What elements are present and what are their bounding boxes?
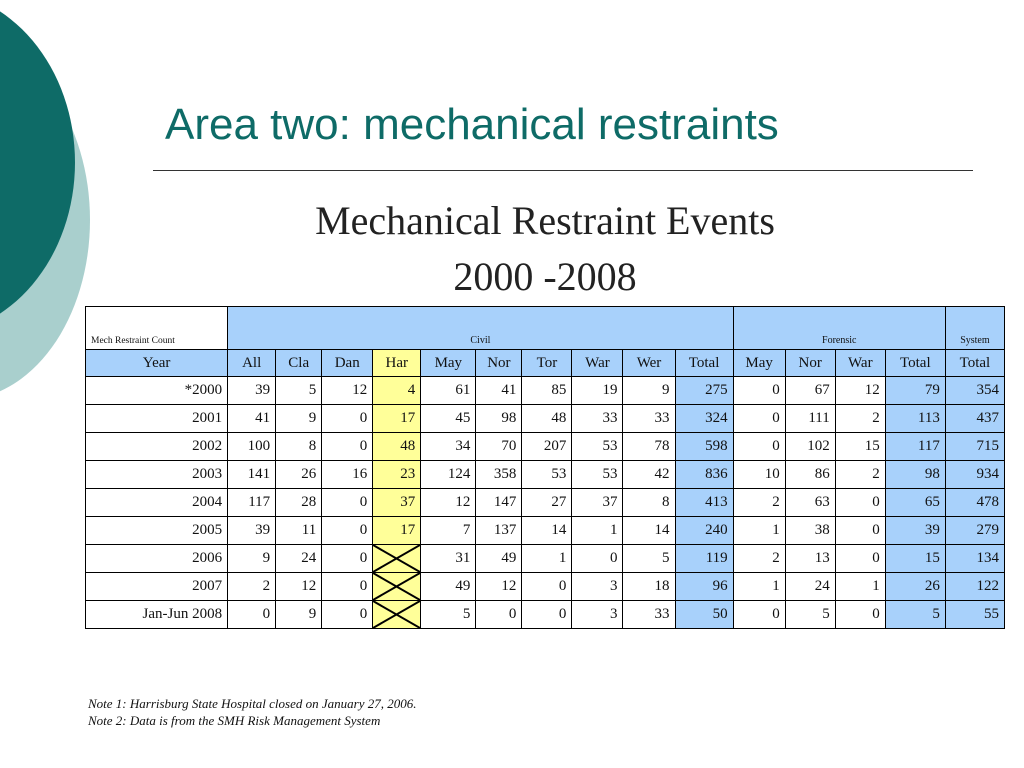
- table-cell: 0: [322, 601, 373, 629]
- table-cell: 0: [322, 405, 373, 433]
- table-cell: 113: [885, 405, 945, 433]
- table-cell: 478: [945, 489, 1004, 517]
- column-header: War: [572, 350, 623, 377]
- table-cell: 18: [623, 573, 675, 601]
- table-cell: 598: [675, 433, 733, 461]
- table-cell: 26: [885, 573, 945, 601]
- table-cell: 41: [228, 405, 276, 433]
- table-cell: 8: [276, 433, 322, 461]
- table-cell: 14: [623, 517, 675, 545]
- table-cell: 98: [885, 461, 945, 489]
- table-cell: 3: [572, 573, 623, 601]
- table-cell: 2: [733, 489, 785, 517]
- column-header: War: [835, 350, 885, 377]
- table-cell: 0: [733, 601, 785, 629]
- table-cell: 9: [276, 601, 322, 629]
- table-cell: 11: [276, 517, 322, 545]
- table-cell: 5: [885, 601, 945, 629]
- table-cell: 61: [421, 377, 476, 405]
- table-cell: 275: [675, 377, 733, 405]
- table-cell: 17: [373, 405, 421, 433]
- table-cell: 0: [733, 433, 785, 461]
- table-cell: 324: [675, 405, 733, 433]
- table-cell: 134: [945, 545, 1004, 573]
- table-cell: 0: [322, 573, 373, 601]
- table-cell: 279: [945, 517, 1004, 545]
- table-cell: 85: [522, 377, 572, 405]
- table-cell: 0: [733, 377, 785, 405]
- column-header: Year: [86, 350, 228, 377]
- table-cell: 67: [785, 377, 835, 405]
- table-cell: 24: [276, 545, 322, 573]
- table-cell: 9: [276, 405, 322, 433]
- table-cell: 63: [785, 489, 835, 517]
- table-cell: 9: [228, 545, 276, 573]
- table-cell: 124: [421, 461, 476, 489]
- row-year: 2002: [86, 433, 228, 461]
- table-cell: 16: [322, 461, 373, 489]
- table-row: [86, 461, 1005, 489]
- slide-title: Area two: mechanical restraints: [165, 100, 779, 149]
- group-system: System: [945, 307, 1004, 350]
- restraint-events-table: [85, 306, 1005, 629]
- row-year: 2003: [86, 461, 228, 489]
- table-cell: 1: [835, 573, 885, 601]
- table-cell: 96: [675, 573, 733, 601]
- table-cell: 2: [228, 573, 276, 601]
- table-cell: 0: [835, 489, 885, 517]
- table-cell: 437: [945, 405, 1004, 433]
- table-cell: 41: [476, 377, 522, 405]
- row-year: 2007: [86, 573, 228, 601]
- column-header: All: [228, 350, 276, 377]
- table-cell: 78: [623, 433, 675, 461]
- column-header-row: [86, 350, 1005, 377]
- table-cell: 70: [476, 433, 522, 461]
- table-cell: 207: [522, 433, 572, 461]
- table-cell: 934: [945, 461, 1004, 489]
- table-cell: 117: [885, 433, 945, 461]
- table-cell: 9: [623, 377, 675, 405]
- table-cell: 98: [476, 405, 522, 433]
- table-cell: 50: [675, 601, 733, 629]
- note-1: Note 1: Harrisburg State Hospital closed on January 27, 2006.: [88, 696, 417, 711]
- closed-cell-x: [373, 545, 421, 573]
- table-cell: 0: [835, 545, 885, 573]
- closed-cell-x: [373, 601, 421, 629]
- table-cell: 55: [945, 601, 1004, 629]
- table-cell: 0: [476, 601, 522, 629]
- table-cell: 0: [228, 601, 276, 629]
- table-cell: 7: [421, 517, 476, 545]
- closed-cell-x: [373, 573, 421, 601]
- table-cell: 12: [276, 573, 322, 601]
- table-cell: 14: [522, 517, 572, 545]
- table-cell: 39: [228, 517, 276, 545]
- table-cell: 0: [522, 573, 572, 601]
- table-cell: 49: [476, 545, 522, 573]
- table-cell: 4: [373, 377, 421, 405]
- table-cell: 141: [228, 461, 276, 489]
- table-cell: 715: [945, 433, 1004, 461]
- table-notes: [88, 695, 416, 729]
- table-cell: 48: [373, 433, 421, 461]
- table-cell: 39: [885, 517, 945, 545]
- table-cell: 119: [675, 545, 733, 573]
- corner-label: Mech Restraint Count: [86, 307, 228, 350]
- table-cell: 0: [572, 545, 623, 573]
- x-mark-icon: [373, 601, 420, 628]
- table-cell: 53: [522, 461, 572, 489]
- table-cell: 42: [623, 461, 675, 489]
- column-header: Cla: [276, 350, 322, 377]
- table-cell: 0: [322, 489, 373, 517]
- table-row: [86, 545, 1005, 573]
- row-year: 2006: [86, 545, 228, 573]
- table-cell: 413: [675, 489, 733, 517]
- row-year: 2001: [86, 405, 228, 433]
- table-cell: 33: [572, 405, 623, 433]
- table-cell: 102: [785, 433, 835, 461]
- table-cell: 1: [733, 573, 785, 601]
- table-cell: 34: [421, 433, 476, 461]
- table-cell: 137: [476, 517, 522, 545]
- table-cell: 1: [733, 517, 785, 545]
- table-row: [86, 517, 1005, 545]
- table-cell: 111: [785, 405, 835, 433]
- table-cell: 53: [572, 461, 623, 489]
- table-cell: 2: [835, 405, 885, 433]
- table-row: [86, 377, 1005, 405]
- table-cell: 37: [572, 489, 623, 517]
- table-cell: 354: [945, 377, 1004, 405]
- table-cell: 39: [228, 377, 276, 405]
- column-header: Total: [675, 350, 733, 377]
- table-cell: 10: [733, 461, 785, 489]
- group-civil: Civil: [228, 307, 734, 350]
- table-cell: 0: [322, 433, 373, 461]
- table-cell: 19: [572, 377, 623, 405]
- table-row: [86, 405, 1005, 433]
- group-forensic: Forensic: [733, 307, 945, 350]
- table-cell: 31: [421, 545, 476, 573]
- table-cell: 0: [322, 545, 373, 573]
- table-cell: 5: [623, 545, 675, 573]
- table-cell: 27: [522, 489, 572, 517]
- table-cell: 15: [835, 433, 885, 461]
- group-header-row: [86, 307, 1005, 350]
- table-cell: 836: [675, 461, 733, 489]
- column-header: Total: [885, 350, 945, 377]
- table-cell: 0: [835, 517, 885, 545]
- table-cell: 1: [572, 517, 623, 545]
- table-cell: 2: [733, 545, 785, 573]
- column-header: Nor: [476, 350, 522, 377]
- row-year: Jan-Jun 2008: [86, 601, 228, 629]
- table-cell: 38: [785, 517, 835, 545]
- column-header: May: [733, 350, 785, 377]
- table-cell: 37: [373, 489, 421, 517]
- table-cell: 13: [785, 545, 835, 573]
- table-cell: 33: [623, 405, 675, 433]
- table-cell: 5: [276, 377, 322, 405]
- table-cell: 17: [373, 517, 421, 545]
- table-row: [86, 433, 1005, 461]
- table-row: [86, 489, 1005, 517]
- table-cell: 65: [885, 489, 945, 517]
- table-cell: 26: [276, 461, 322, 489]
- column-header: May: [421, 350, 476, 377]
- table-cell: 12: [476, 573, 522, 601]
- column-header: Tor: [522, 350, 572, 377]
- table-cell: 49: [421, 573, 476, 601]
- table-cell: 5: [785, 601, 835, 629]
- table-cell: 8: [623, 489, 675, 517]
- table-cell: 48: [522, 405, 572, 433]
- table-cell: 33: [623, 601, 675, 629]
- table-cell: 147: [476, 489, 522, 517]
- table-cell: 0: [322, 517, 373, 545]
- column-header: Dan: [322, 350, 373, 377]
- table-cell: 3: [572, 601, 623, 629]
- table-cell: 12: [421, 489, 476, 517]
- table-cell: 1: [522, 545, 572, 573]
- figure-title: Mechanical Restraint Events: [315, 198, 775, 243]
- table-cell: 79: [885, 377, 945, 405]
- row-year: 2004: [86, 489, 228, 517]
- x-mark-icon: [373, 573, 420, 600]
- table-cell: 2: [835, 461, 885, 489]
- figure-subtitle: 2000 -2008: [453, 254, 637, 299]
- row-year: *2000: [86, 377, 228, 405]
- title-divider: [153, 170, 973, 171]
- table-cell: 240: [675, 517, 733, 545]
- table-row: [86, 573, 1005, 601]
- table-cell: 0: [522, 601, 572, 629]
- table-cell: 15: [885, 545, 945, 573]
- table-cell: 23: [373, 461, 421, 489]
- column-header: Total: [945, 350, 1004, 377]
- table-cell: 12: [322, 377, 373, 405]
- column-header: Har: [373, 350, 421, 377]
- table-cell: 122: [945, 573, 1004, 601]
- table-cell: 86: [785, 461, 835, 489]
- table-cell: 117: [228, 489, 276, 517]
- table-cell: 5: [421, 601, 476, 629]
- table-cell: 100: [228, 433, 276, 461]
- table-cell: 24: [785, 573, 835, 601]
- table-cell: 28: [276, 489, 322, 517]
- table-cell: 53: [572, 433, 623, 461]
- column-header: Wer: [623, 350, 675, 377]
- table-cell: 45: [421, 405, 476, 433]
- row-year: 2005: [86, 517, 228, 545]
- table-row: [86, 601, 1005, 629]
- table-cell: 0: [835, 601, 885, 629]
- x-mark-icon: [373, 545, 420, 572]
- table-cell: 12: [835, 377, 885, 405]
- table-cell: 358: [476, 461, 522, 489]
- table-cell: 0: [733, 405, 785, 433]
- column-header: Nor: [785, 350, 835, 377]
- note-2: Note 2: Data is from the SMH Risk Management System: [88, 713, 381, 728]
